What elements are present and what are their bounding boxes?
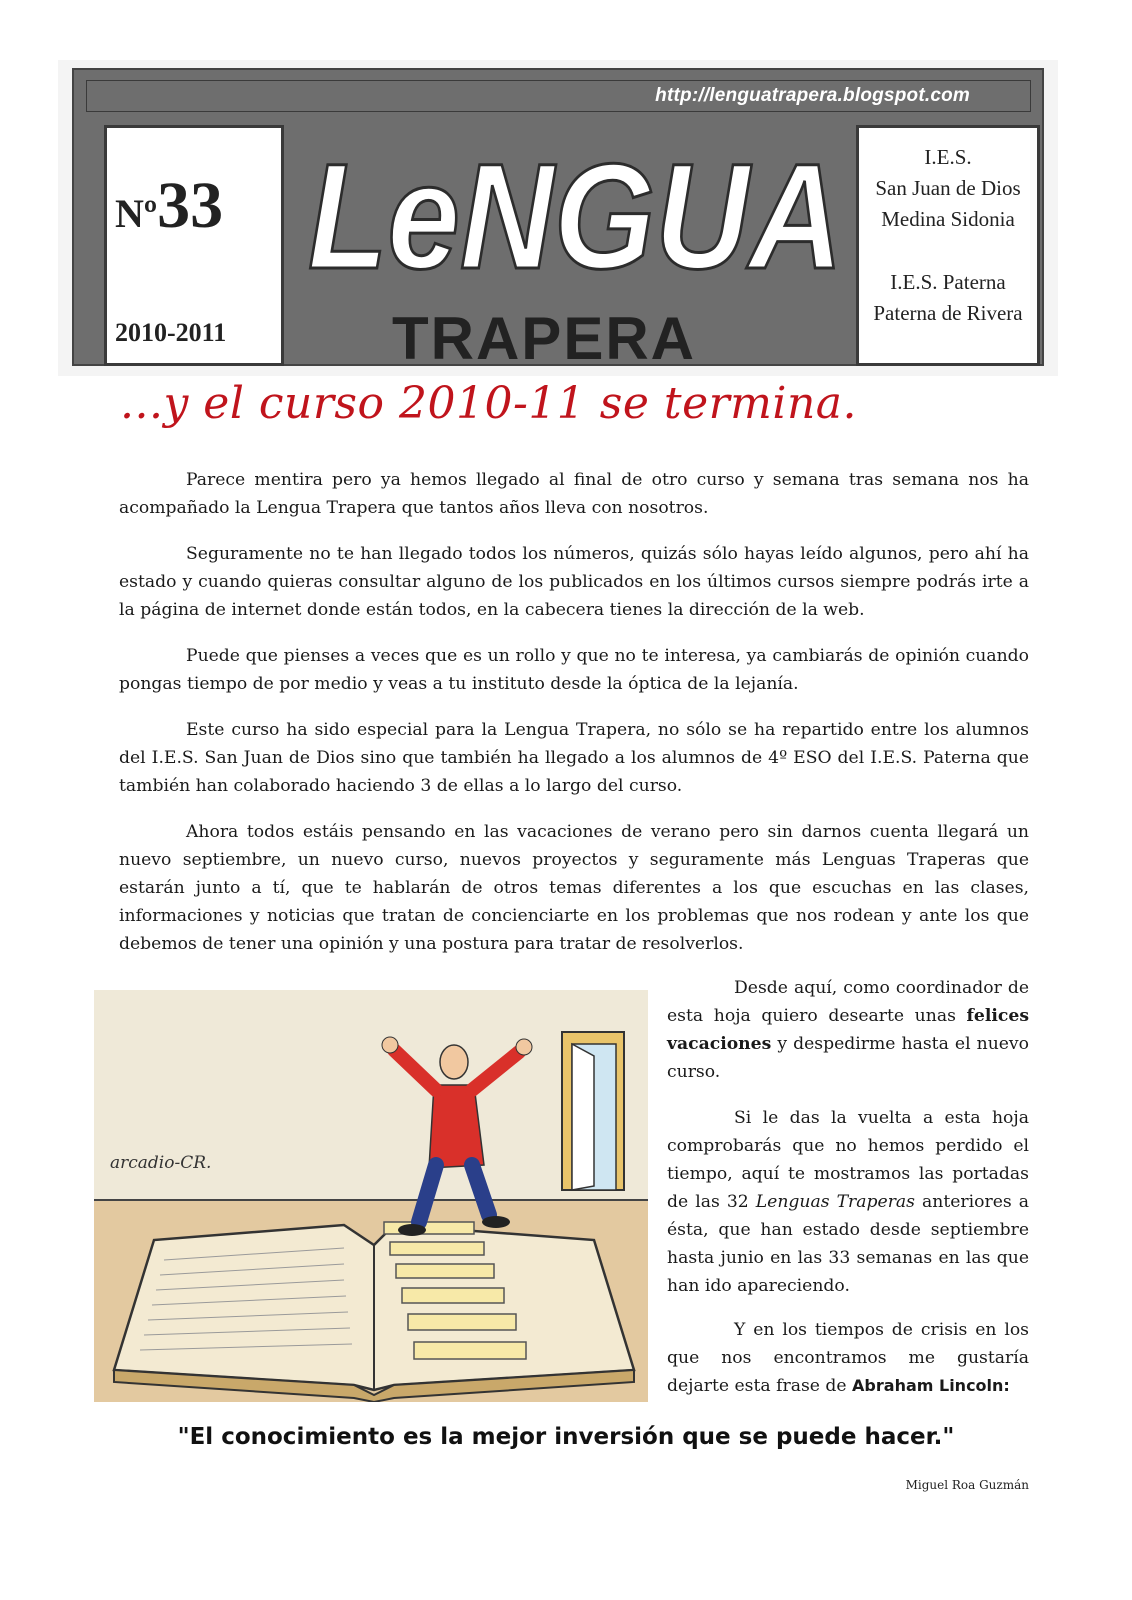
- paragraph-3: Puede que pienses a veces que es un rollo y que no te interesa, ya cambiarás de opinión cuando pongas tiempo de por medio y veas a tu instituto desde la óptica de la lejanía.: [119, 646, 1029, 694]
- logo-text: LeNGUA: [308, 132, 843, 300]
- school-2-line-2: Paterna de Rivera: [873, 301, 1023, 325]
- lenguas-traperas: Lenguas Traperas: [755, 1192, 915, 1212]
- lincoln-quote: "El conocimiento es la mejor inversión que se puede hacer.": [177, 1424, 955, 1450]
- school-years: 2010-2011: [115, 318, 227, 347]
- subtitle-trapera: TRAPERA: [392, 305, 697, 372]
- issue-box: [104, 125, 284, 366]
- column-paragraph-2: [667, 1104, 1029, 1300]
- paragraph-5: Ahora todos estáis pensando en las vacaciones de verano pero sin darnos cuenta llegará un nuevo septiembre, un nuevo curso, nuevos proyectos y seguramente más Lenguas Traperas que estarán junto a tí, que te hablarán de otros temas diferentes a los que escuchas en las clases, informaciones y noticias que tratan de concienciarte en los problemas que nos rodean y ante los que debemos de tener una opinión y una postura para tratar de resolverlos.: [119, 822, 1029, 954]
- blog-url[interactable]: http://lenguatrapera.blogspot.com: [655, 85, 970, 106]
- issue-prefix: Nº: [115, 191, 158, 236]
- felices-vacaciones: felices vacaciones: [667, 1006, 1029, 1054]
- masthead-frame: [72, 68, 1044, 372]
- title-logo: [302, 118, 852, 372]
- illustration-signature: arcadio-CR.: [110, 1153, 212, 1173]
- paragraph-1: Parece mentira pero ya hemos llegado al final de otro curso y semana tras semana nos ha acompañado la Lengua Trapera que tantos años lleva con nosotros.: [119, 470, 1029, 518]
- school-1-line-3: Medina Sidonia: [881, 207, 1015, 231]
- column-p2-b: anteriores a ésta, que han estado desde septiembre hasta junio en las 33 semanas en las que han ido apareciendo.: [667, 1192, 1029, 1296]
- masthead: [58, 60, 1058, 376]
- lengua-logo: [302, 118, 852, 308]
- paragraph-2: Seguramente no te han llegado todos los números, quizás sólo hayas leído algunos, pero ahí ha estado y cuando quieras consultar alguno de los publicados en los últimos cursos siempre podrás irte a la página de internet donde están todos, en la cabecera tienes la dirección de la web.: [119, 544, 1029, 620]
- author-signature: Miguel Roa Guzmán: [905, 1478, 1029, 1492]
- headline: ...y el curso 2010-11 se termina.: [120, 378, 857, 429]
- url-bar: [86, 80, 1031, 112]
- column-p3-a: Y en los tiempos de crisis en los que nos encontramos me gustaría dejarte esta frase de: [667, 1320, 1029, 1396]
- abraham-lincoln: Abraham Lincoln:: [852, 1376, 1010, 1395]
- school-2-line-1: I.E.S. Paterna: [890, 270, 1006, 294]
- issue-number: 33: [157, 169, 224, 242]
- schools-box: [856, 125, 1040, 366]
- column-p1-b: y despedirme hasta el nuevo curso.: [667, 1034, 1029, 1082]
- column-p2-a: Si le das la vuelta a esta hoja comprobarás que no hemos perdido el tiempo, aquí te mostramos las portadas de las 32: [667, 1108, 1029, 1212]
- paragraph-4: Este curso ha sido especial para la Lengua Trapera, no sólo se ha repartido entre los alumnos del I.E.S. San Juan de Dios sino que también ha llegado a los alumnos de 4º ESO del I.E.S. Paterna que también han colaborado haciendo 3 de ellas a lo largo del curso.: [119, 720, 1029, 796]
- column-paragraph-3: [667, 1316, 1029, 1400]
- school-1-line-2: San Juan de Dios: [875, 176, 1021, 200]
- cartoon-book-illustration: [94, 990, 648, 1402]
- issue-number-label: [115, 168, 223, 244]
- school-1-line-1: I.E.S.: [924, 145, 972, 169]
- column-paragraph-1: [667, 974, 1029, 1086]
- column-p1-a: Desde aquí, como coordinador de esta hoja quiero desearte unas: [667, 978, 1029, 1026]
